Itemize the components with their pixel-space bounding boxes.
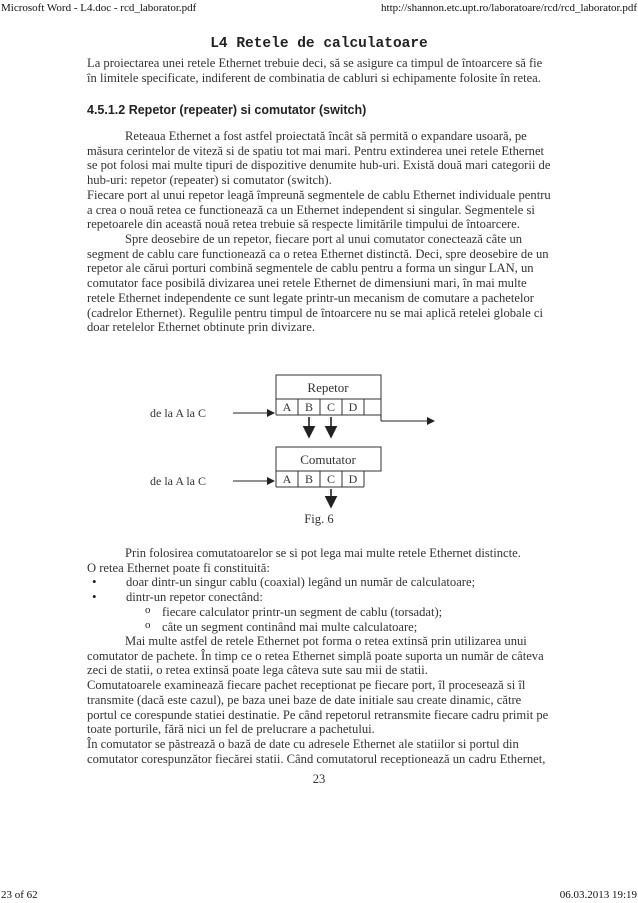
text-line: comutator de pachete. În timp ce o retea Ethernet simplă poate suporta un număr de câteva — [87, 648, 544, 663]
text-line: repetoarele din această nouă retea trebuie să respecte limitările timpului de întoarcere. — [87, 217, 520, 232]
text-line: segment de cablu care functionează ca o retea Ethernet distinctă. Deci, spre deosebire de un — [87, 246, 549, 261]
text-line: toate porturile, fără nici un fel de prelucrare a pachetului. — [87, 722, 375, 737]
section-heading: 4.5.1.2 Repetor (repeater) si comutator (switch) — [87, 103, 367, 117]
port-b-label: B — [304, 472, 314, 486]
port-c-label: C — [326, 472, 336, 486]
sub-bullet-circle: o — [145, 604, 151, 616]
bullet-dot: • — [92, 574, 97, 589]
port-a-label: A — [282, 472, 292, 486]
text-line: hub-uri: repetor (repeater) si comutator (switch). — [87, 173, 332, 188]
text-line: repetor ale cărui porturi combină segmentele de cablu pentru a forma un singur LAN, un — [87, 261, 534, 276]
bullet-dot: • — [92, 589, 97, 604]
port-c-label: C — [326, 400, 336, 414]
list-item: doar dintr-un singur cablu (coaxial) legând un număr de calculatoare; — [126, 575, 476, 589]
text-line: portul ce corespunde statiei destinatie. Pe când repetorul retransmite fiecare cadru primit pe — [87, 707, 549, 722]
paragraph-4 — [87, 634, 548, 766]
text-line: măsura cerintelor de viteză si de spatiu tot mai mari. Pentru extinderea unei retele Ethernet — [87, 143, 545, 158]
pdf-footer-page-count: 23 of 62 — [1, 889, 38, 901]
sub-list-item: fiecare calculator printr-un segment de cablu (torsadat); — [162, 605, 443, 619]
paragraph-3 — [87, 546, 521, 575]
sub-bullet-circle: o — [145, 619, 151, 631]
paragraph-2 — [87, 232, 549, 335]
text-line: comutator corespunzător fiecărei statii. Când comutatorul receptionează un cadru Ethernet, — [87, 751, 546, 766]
text-line: (cadrelor Ethernet). Regulile pentru timpul de întoarcere nu se mai aplică retelei globale ci — [87, 305, 543, 320]
port-d-label: D — [348, 472, 358, 486]
comutator-input-label: de la A la C — [150, 474, 206, 488]
text-line: a crea o nouă retea ce functionează ca un Ethernet independent si singular. Segmentele si — [87, 202, 535, 217]
text-line: Comutatoarele examinează fiecare pachet receptionat pe fiecare port, îl procesează si îl — [87, 678, 526, 693]
text-line: zeci de statii, o retea extinsă poate lega câteva sute sau mii de statii. — [87, 663, 428, 678]
text-line: Prin folosirea comutatoarelor se si pot lega mai multe retele Ethernet distincte. — [125, 546, 521, 560]
port-d-label: D — [348, 400, 358, 414]
text-line: retele Ethernet independente ce sunt legate printr-un mecanism de comutare a pachetelor — [87, 290, 534, 305]
pdf-header-url[interactable]: http://shannon.etc.upt.ro/laboratoare/rcd/rcd_laborator.pdf — [381, 2, 637, 14]
list-item: dintr-un repetor conectând: — [126, 590, 263, 604]
sub-list-item: câte un segment continând mai multe calculatoare; — [162, 620, 418, 634]
page-number: 23 — [312, 772, 326, 786]
paragraph-1 — [87, 129, 551, 232]
text-line: comutator face posibilă divizarea unei retele Ethernet de dimensiuni mari, în mai multe — [87, 276, 527, 291]
text-line: Spre deosebire de un repetor, fiecare port al unui comutator conectează câte un — [125, 232, 523, 246]
text-line: În comutator se păstrează o bază de date cu adresele Ethernet ale statiilor si portul din — [87, 736, 519, 751]
pdf-header-title: Microsoft Word - L4.doc - rcd_laborator.pdf — [1, 2, 197, 14]
repetor-label: Repetor — [307, 380, 349, 395]
figure-caption: Fig. 6 — [304, 512, 334, 526]
text-line: transmite (dacă este cazul), pe baza unei baze de date initiale sau create dinamic, către — [87, 692, 522, 707]
port-b-label: B — [304, 400, 314, 414]
text-line: La proiectarea unei retele Ethernet trebuie deci, să se asigure ca timpul de întoarcere să fie — [87, 56, 543, 70]
text-line: se pot folosi mai multe tipuri de dispozitive denumite hub-uri. Există două mari categorii de — [87, 158, 551, 173]
port-a-label: A — [282, 400, 292, 414]
text-line: în limitele specificate, indiferent de combinatia de cabluri si echipamente folosite în retea. — [87, 70, 541, 85]
text-line: Fiecare port al unui repetor leagă împreună segmentele de cablu Ethernet individuale pentru — [87, 187, 551, 202]
text-line: O retea Ethernet poate fi constituită: — [87, 560, 270, 575]
pdf-footer-timestamp: 06.03.2013 19:19 — [559, 889, 637, 901]
repetor-input-label: de la A la C — [150, 406, 206, 420]
figure-repetor-comutator — [150, 365, 440, 510]
page-title: L4 Retele de calculatoare — [210, 36, 428, 52]
text-line: Reteaua Ethernet a fost astfel proiectată încât să permită o expandare usoară, pe — [125, 129, 527, 143]
text-line: doar retelelor Ethernet obtinute prin divizare. — [87, 320, 315, 335]
intro-paragraph — [87, 56, 542, 85]
comutator-label: Comutator — [300, 452, 356, 467]
text-line: Mai multe astfel de retele Ethernet pot forma o retea extinsă prin utilizarea unui — [125, 634, 527, 648]
